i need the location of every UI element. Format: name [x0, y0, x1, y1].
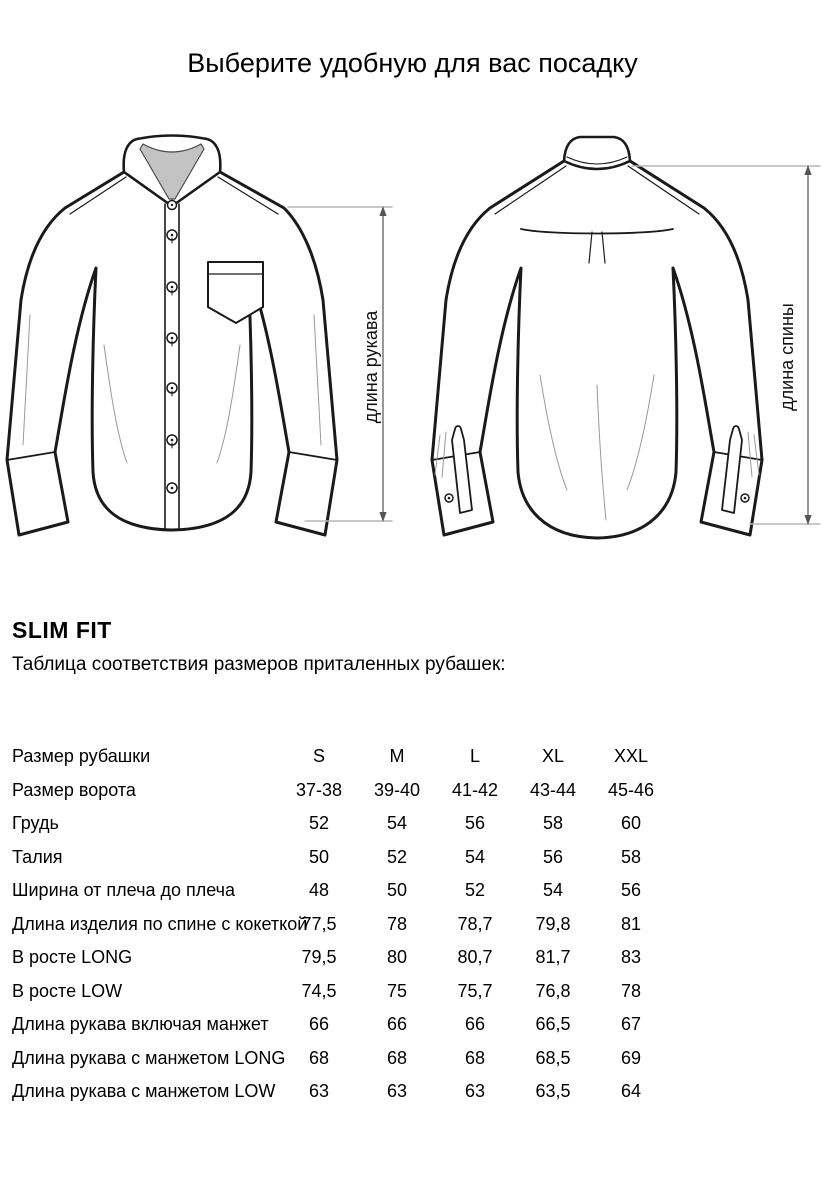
size-cell: 75,7 [457, 980, 493, 1001]
size-cell: S [312, 746, 325, 767]
size-cell: 81,7 [535, 947, 571, 968]
table-row [0, 1042, 690, 1076]
table-row [0, 941, 690, 975]
size-cell: 56 [620, 880, 642, 901]
back-shirt-drawing [432, 137, 762, 538]
table-row [0, 774, 690, 808]
row-label: Ширина от плеча до плеча [12, 880, 236, 901]
fit-heading: SLIM FIT [12, 617, 112, 643]
table-row [0, 975, 690, 1009]
row-label: Размер рубашки [12, 746, 151, 767]
size-cell: 63 [308, 1081, 330, 1102]
size-cell: 66 [386, 1014, 408, 1035]
size-cell: 56 [542, 846, 564, 867]
size-cell: 76,8 [535, 980, 571, 1001]
sleeve-length-label: длина рукава [360, 310, 381, 424]
row-label: Длина рукава с манжетом LOW [12, 1081, 276, 1102]
size-cell: 78,7 [457, 913, 493, 934]
size-cell: 79,5 [301, 947, 337, 968]
row-label: Длина рукава с манжетом LONG [12, 1047, 286, 1068]
size-cell: 39-40 [373, 779, 421, 800]
size-cell: M [389, 746, 405, 767]
size-cell: 56 [464, 813, 486, 834]
size-cell: 43-44 [529, 779, 577, 800]
size-cell: 68 [308, 1047, 330, 1068]
row-label: Длина рукава включая манжет [12, 1014, 269, 1035]
size-cell: 54 [464, 846, 486, 867]
table-row [0, 874, 690, 908]
size-cell: 74,5 [301, 980, 337, 1001]
table-row [0, 841, 690, 875]
row-label: Грудь [12, 813, 59, 834]
size-table [0, 740, 690, 1109]
size-cell: 48 [308, 880, 330, 901]
table-row [0, 1075, 690, 1109]
size-cell: 81 [620, 913, 642, 934]
size-cell: 78 [386, 913, 408, 934]
size-cell: 58 [542, 813, 564, 834]
size-cell: XXL [613, 746, 649, 767]
table-row [0, 740, 690, 774]
size-cell: 52 [464, 880, 486, 901]
size-cell: 45-46 [607, 779, 655, 800]
size-cell: 63 [386, 1081, 408, 1102]
table-caption: Таблица соответствия размеров приталенных рубашек: [12, 654, 506, 675]
front-shirt-drawing [7, 136, 337, 536]
size-cell: 69 [620, 1047, 642, 1068]
size-cell: 66 [308, 1014, 330, 1035]
size-cell: 68,5 [535, 1047, 571, 1068]
size-cell: 77,5 [301, 913, 337, 934]
size-cell: 66 [464, 1014, 486, 1035]
back-length-label: длина спины [776, 303, 797, 411]
size-cell: 54 [386, 813, 408, 834]
size-cell: 37-38 [295, 779, 343, 800]
row-label: В росте LOW [12, 980, 123, 1001]
row-label: В росте LONG [12, 947, 133, 968]
row-label: Размер ворота [12, 779, 136, 800]
size-cell: 63 [464, 1081, 486, 1102]
row-label: Талия [12, 846, 63, 867]
size-cell: 83 [620, 947, 642, 968]
table-row [0, 908, 690, 942]
size-cell: 79,8 [535, 913, 571, 934]
size-cell: 50 [386, 880, 408, 901]
page-title: Выберите удобную для вас посадку [187, 48, 638, 78]
size-cell: XL [541, 746, 565, 767]
size-cell: 52 [386, 846, 408, 867]
size-cell: 64 [620, 1081, 642, 1102]
size-cell: 78 [620, 980, 642, 1001]
size-cell: 54 [542, 880, 564, 901]
size-cell: 80 [386, 947, 408, 968]
size-cell: 75 [386, 980, 408, 1001]
size-cell: 41-42 [451, 779, 499, 800]
table-row [0, 1008, 690, 1042]
size-cell: 68 [386, 1047, 408, 1068]
size-cell: 50 [308, 846, 330, 867]
size-cell: 67 [620, 1014, 642, 1035]
size-cell: 60 [620, 813, 642, 834]
size-cell: 58 [620, 846, 642, 867]
size-cell: 68 [464, 1047, 486, 1068]
size-cell: 52 [308, 813, 330, 834]
size-cell: L [469, 746, 480, 767]
shirt-diagram [0, 130, 825, 570]
row-label: Длина изделия по спине с кокеткой [12, 913, 308, 934]
size-cell: 66,5 [535, 1014, 571, 1035]
size-cell: 80,7 [457, 947, 493, 968]
size-cell: 63,5 [535, 1081, 571, 1102]
table-row [0, 807, 690, 841]
